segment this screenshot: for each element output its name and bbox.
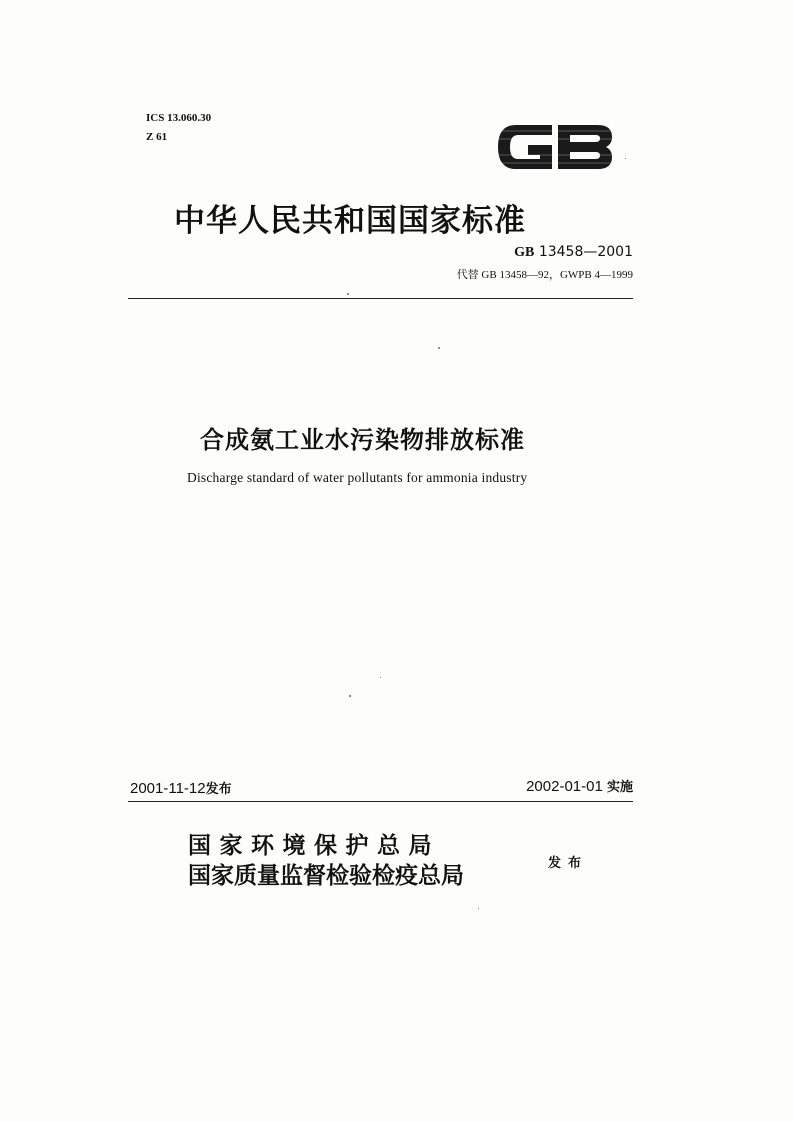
standard-code: 13458—2001 [538,244,633,260]
national-standard-title: 中华人民共和国国家标准 [174,203,526,239]
implementation-date-value: 2002-01-01 [526,778,603,795]
scan-speck [478,908,479,909]
scan-speck [349,695,351,697]
implementation-label: 实施 [606,780,633,795]
scan-speck [625,158,626,159]
bottom-divider [128,801,633,802]
ics-code: ICS 13.060.30 [146,112,212,124]
scan-speck [438,347,440,349]
standard-number [514,244,633,261]
top-divider [128,298,633,299]
scan-speck [347,293,349,295]
gb-logo-icon [494,117,616,177]
issuer-aqsiq: 国家质量监督检验检疫总局 [188,863,464,889]
document-title-chinese: 合成氨工业水污染物排放标准 [200,426,525,454]
replaces-note: 代替 GB 13458—92，GWPB 4—1999 [456,269,633,281]
standard-prefix: GB [514,245,535,260]
classification-code: Z 61 [146,131,168,143]
scan-speck [380,677,381,678]
issue-label: 发布 [205,782,232,797]
implementation-date [526,776,633,795]
issue-date-value: 2001-11-12 [130,780,206,797]
document-title-english: Discharge standard of water pollutants for ammonia industry [187,470,528,485]
issuer-mep: 国家环境保护总局 [188,833,440,859]
gb-logo [494,117,616,177]
issue-date [130,778,232,797]
publish-label: 发布 [548,856,589,871]
